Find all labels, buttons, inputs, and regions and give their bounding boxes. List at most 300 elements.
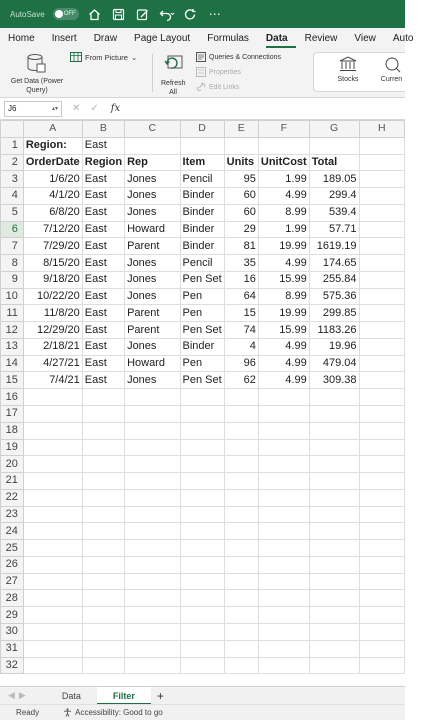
redo-icon[interactable] xyxy=(183,6,199,22)
cell[interactable]: 309.38 xyxy=(309,372,359,389)
cell[interactable]: 60 xyxy=(224,204,258,221)
cell[interactable] xyxy=(258,657,309,674)
cell[interactable] xyxy=(359,338,405,355)
row-header[interactable]: 15 xyxy=(1,372,24,389)
cell[interactable]: 57.71 xyxy=(309,221,359,238)
cell[interactable] xyxy=(309,473,359,490)
cell[interactable]: 1.99 xyxy=(258,221,309,238)
cell[interactable] xyxy=(359,355,405,372)
row-header[interactable]: 5 xyxy=(1,204,24,221)
cell[interactable] xyxy=(23,590,82,607)
cell[interactable] xyxy=(224,406,258,423)
cell[interactable]: 10/22/20 xyxy=(23,288,82,305)
row-header[interactable]: 4 xyxy=(1,188,24,205)
home-icon[interactable] xyxy=(87,6,103,22)
cell[interactable] xyxy=(180,473,224,490)
cell[interactable] xyxy=(125,590,180,607)
cell[interactable]: East xyxy=(82,355,124,372)
fx-icon[interactable]: fx xyxy=(110,103,121,114)
cell[interactable] xyxy=(23,640,82,657)
cell[interactable] xyxy=(359,456,405,473)
tab-draw[interactable]: Draw xyxy=(93,33,118,44)
cell[interactable]: 15 xyxy=(224,305,258,322)
row-header[interactable]: 25 xyxy=(1,540,24,557)
cell[interactable] xyxy=(224,389,258,406)
cell[interactable]: Parent xyxy=(125,322,180,339)
cell[interactable]: Pen Set xyxy=(180,372,224,389)
cell[interactable] xyxy=(224,523,258,540)
cell[interactable]: 19.96 xyxy=(309,338,359,355)
cell[interactable] xyxy=(125,389,180,406)
cell[interactable]: 95 xyxy=(224,171,258,188)
cell[interactable] xyxy=(82,489,124,506)
cell[interactable]: 7/12/20 xyxy=(23,221,82,238)
cell[interactable] xyxy=(23,473,82,490)
cell[interactable]: 96 xyxy=(224,355,258,372)
cell[interactable]: Pen xyxy=(180,288,224,305)
tab-formulas[interactable]: Formulas xyxy=(207,33,249,44)
cell[interactable] xyxy=(224,640,258,657)
cell[interactable] xyxy=(180,506,224,523)
cell[interactable]: East xyxy=(82,238,124,255)
cell[interactable]: Jones xyxy=(125,171,180,188)
cell[interactable] xyxy=(224,489,258,506)
cell[interactable] xyxy=(125,540,180,557)
cell[interactable]: 7/4/21 xyxy=(23,372,82,389)
cell[interactable]: 8/15/20 xyxy=(23,255,82,272)
cell[interactable]: 81 xyxy=(224,238,258,255)
cell[interactable]: 12/29/20 xyxy=(23,322,82,339)
column-header-c[interactable]: C xyxy=(125,121,180,138)
formula-input[interactable] xyxy=(128,101,405,117)
cell[interactable] xyxy=(82,406,124,423)
cell[interactable]: East xyxy=(82,372,124,389)
cell[interactable] xyxy=(125,456,180,473)
row-header[interactable]: 8 xyxy=(1,255,24,272)
cell[interactable] xyxy=(359,238,405,255)
cell[interactable] xyxy=(258,556,309,573)
cell[interactable] xyxy=(359,540,405,557)
cell[interactable] xyxy=(309,439,359,456)
row-header[interactable]: 7 xyxy=(1,238,24,255)
cell[interactable] xyxy=(125,556,180,573)
cell[interactable] xyxy=(180,389,224,406)
cell[interactable]: 1619.19 xyxy=(309,238,359,255)
cell[interactable]: East xyxy=(82,305,124,322)
cell[interactable] xyxy=(23,607,82,624)
cell[interactable] xyxy=(180,540,224,557)
cell[interactable] xyxy=(23,389,82,406)
cell[interactable] xyxy=(23,406,82,423)
cell[interactable]: Units xyxy=(224,154,258,171)
cell[interactable] xyxy=(359,305,405,322)
cell[interactable] xyxy=(224,556,258,573)
cell[interactable] xyxy=(309,523,359,540)
cell[interactable] xyxy=(23,422,82,439)
cell[interactable] xyxy=(359,657,405,674)
cell[interactable]: Binder xyxy=(180,188,224,205)
row-header[interactable]: 10 xyxy=(1,288,24,305)
tab-review[interactable]: Review xyxy=(304,33,338,44)
cell[interactable]: 8.99 xyxy=(258,288,309,305)
cell[interactable] xyxy=(125,137,180,154)
cell[interactable]: Binder xyxy=(180,221,224,238)
from-picture-button[interactable]: From Picture ⌄ xyxy=(70,52,137,62)
cell[interactable]: East xyxy=(82,271,124,288)
cell[interactable] xyxy=(258,540,309,557)
cell[interactable] xyxy=(125,640,180,657)
cell[interactable] xyxy=(125,489,180,506)
cell[interactable]: 539.4 xyxy=(309,204,359,221)
cell[interactable] xyxy=(180,590,224,607)
cell[interactable]: Jones xyxy=(125,188,180,205)
tab-insert[interactable]: Insert xyxy=(51,33,77,44)
cell[interactable] xyxy=(359,188,405,205)
row-header[interactable]: 27 xyxy=(1,573,24,590)
cell[interactable] xyxy=(125,506,180,523)
tab-view[interactable]: View xyxy=(354,33,376,44)
cell[interactable]: 15.99 xyxy=(258,322,309,339)
cell[interactable]: Rep xyxy=(125,154,180,171)
cell[interactable]: Total xyxy=(309,154,359,171)
row-header[interactable]: 17 xyxy=(1,406,24,423)
cell[interactable] xyxy=(258,489,309,506)
cell[interactable] xyxy=(125,422,180,439)
row-header[interactable]: 9 xyxy=(1,271,24,288)
cell[interactable]: 4.99 xyxy=(258,372,309,389)
cell[interactable] xyxy=(82,640,124,657)
cell[interactable] xyxy=(359,271,405,288)
cell[interactable] xyxy=(180,137,224,154)
cell[interactable] xyxy=(82,573,124,590)
cell[interactable]: East xyxy=(82,338,124,355)
cell[interactable] xyxy=(180,523,224,540)
cell[interactable]: East xyxy=(82,137,124,154)
cell[interactable] xyxy=(359,523,405,540)
undo-icon[interactable] xyxy=(159,6,175,22)
cell[interactable] xyxy=(309,556,359,573)
cell[interactable] xyxy=(258,389,309,406)
cell[interactable] xyxy=(309,590,359,607)
row-header[interactable]: 23 xyxy=(1,506,24,523)
column-header-e[interactable]: E xyxy=(224,121,258,138)
confirm-icon[interactable]: ✓ xyxy=(90,103,99,114)
cell[interactable]: 4.99 xyxy=(258,355,309,372)
cell[interactable] xyxy=(23,489,82,506)
cell[interactable] xyxy=(82,389,124,406)
cell[interactable]: 11/8/20 xyxy=(23,305,82,322)
cell[interactable] xyxy=(224,506,258,523)
row-header[interactable]: 30 xyxy=(1,623,24,640)
cell[interactable] xyxy=(180,623,224,640)
cell[interactable] xyxy=(82,590,124,607)
cell[interactable] xyxy=(23,506,82,523)
cell[interactable] xyxy=(224,439,258,456)
cell[interactable] xyxy=(23,540,82,557)
cell[interactable]: East xyxy=(82,188,124,205)
cell[interactable]: Pencil xyxy=(180,255,224,272)
cell[interactable] xyxy=(359,556,405,573)
cell[interactable] xyxy=(82,623,124,640)
cell[interactable] xyxy=(309,422,359,439)
row-header[interactable]: 14 xyxy=(1,355,24,372)
cell[interactable] xyxy=(258,422,309,439)
cell[interactable] xyxy=(359,322,405,339)
tab-automate[interactable]: Auto xyxy=(392,33,414,44)
cell[interactable]: 64 xyxy=(224,288,258,305)
cell[interactable] xyxy=(359,204,405,221)
tab-data[interactable]: Data xyxy=(266,33,296,48)
get-data-button[interactable]: Get Data (Power Query) xyxy=(4,52,70,95)
cell[interactable]: Jones xyxy=(125,338,180,355)
cell[interactable] xyxy=(180,556,224,573)
cell[interactable]: 15.99 xyxy=(258,271,309,288)
cell[interactable]: 4 xyxy=(224,338,258,355)
cell[interactable]: 19.99 xyxy=(258,305,309,322)
cell[interactable]: Pen xyxy=(180,305,224,322)
cell[interactable] xyxy=(82,556,124,573)
cell[interactable] xyxy=(180,422,224,439)
row-header[interactable]: 3 xyxy=(1,171,24,188)
cell[interactable]: Parent xyxy=(125,305,180,322)
cell[interactable] xyxy=(359,590,405,607)
row-header[interactable]: 28 xyxy=(1,590,24,607)
cell[interactable]: 4/27/21 xyxy=(23,355,82,372)
row-header[interactable]: 22 xyxy=(1,489,24,506)
cell[interactable] xyxy=(258,456,309,473)
cell[interactable] xyxy=(359,473,405,490)
row-header[interactable]: 12 xyxy=(1,322,24,339)
cell[interactable]: 2/18/21 xyxy=(23,338,82,355)
cell[interactable]: Jones xyxy=(125,372,180,389)
cell[interactable] xyxy=(258,506,309,523)
cell[interactable] xyxy=(23,556,82,573)
cell[interactable] xyxy=(125,623,180,640)
cell[interactable] xyxy=(359,137,405,154)
cell[interactable] xyxy=(258,439,309,456)
cell[interactable] xyxy=(180,607,224,624)
cell[interactable] xyxy=(258,623,309,640)
cell[interactable]: 174.65 xyxy=(309,255,359,272)
cell[interactable] xyxy=(180,573,224,590)
next-sheet-icon[interactable]: ▶ xyxy=(18,690,26,700)
row-header[interactable]: 11 xyxy=(1,305,24,322)
cell[interactable] xyxy=(359,489,405,506)
cell[interactable] xyxy=(258,523,309,540)
cell[interactable] xyxy=(224,590,258,607)
cell[interactable] xyxy=(359,255,405,272)
cell[interactable] xyxy=(258,406,309,423)
cell[interactable]: 19.99 xyxy=(258,238,309,255)
column-header-a[interactable]: A xyxy=(23,121,82,138)
cell[interactable]: 62 xyxy=(224,372,258,389)
cell[interactable] xyxy=(23,623,82,640)
cell[interactable] xyxy=(82,422,124,439)
column-header-d[interactable]: D xyxy=(180,121,224,138)
cell[interactable] xyxy=(359,288,405,305)
column-header-g[interactable]: G xyxy=(309,121,359,138)
cell[interactable]: UnitCost xyxy=(258,154,309,171)
save-icon[interactable] xyxy=(111,6,127,22)
cell[interactable] xyxy=(359,439,405,456)
sheet-tab-data[interactable]: Data xyxy=(61,690,81,701)
cell[interactable] xyxy=(180,406,224,423)
cell[interactable] xyxy=(309,506,359,523)
cell[interactable]: Region: xyxy=(23,137,82,154)
row-header[interactable]: 32 xyxy=(1,657,24,674)
cell[interactable] xyxy=(82,523,124,540)
accessibility-status[interactable]: Accessibility: Good to go xyxy=(63,708,163,717)
cell[interactable] xyxy=(359,506,405,523)
cell[interactable]: 299.4 xyxy=(309,188,359,205)
cell[interactable]: 74 xyxy=(224,322,258,339)
cell[interactable]: 7/29/20 xyxy=(23,238,82,255)
cell[interactable]: 6/8/20 xyxy=(23,204,82,221)
cell[interactable] xyxy=(180,657,224,674)
column-header-b[interactable]: B xyxy=(82,121,124,138)
cell[interactable] xyxy=(180,640,224,657)
cell[interactable] xyxy=(82,506,124,523)
select-all-corner[interactable] xyxy=(1,121,24,138)
cell[interactable]: 189.05 xyxy=(309,171,359,188)
cell[interactable] xyxy=(224,607,258,624)
cell[interactable] xyxy=(258,640,309,657)
cell[interactable]: 9/18/20 xyxy=(23,271,82,288)
cell[interactable] xyxy=(180,456,224,473)
cell[interactable] xyxy=(224,573,258,590)
cell[interactable] xyxy=(309,607,359,624)
cell[interactable]: 8.99 xyxy=(258,204,309,221)
cell[interactable] xyxy=(23,657,82,674)
cell[interactable] xyxy=(309,389,359,406)
currencies-button[interactable]: Curren xyxy=(378,56,405,84)
cell[interactable] xyxy=(309,540,359,557)
cell[interactable] xyxy=(309,573,359,590)
properties-button[interactable]: Properties xyxy=(196,67,241,77)
cell[interactable]: Jones xyxy=(125,204,180,221)
refresh-all-button[interactable]: Refresh All xyxy=(154,54,194,97)
cell[interactable] xyxy=(224,473,258,490)
edit-links-button[interactable]: Edit Links xyxy=(196,82,239,92)
cell[interactable]: Howard xyxy=(125,355,180,372)
cell[interactable] xyxy=(359,154,405,171)
cell[interactable] xyxy=(125,473,180,490)
cell[interactable]: East xyxy=(82,288,124,305)
cell[interactable]: East xyxy=(82,322,124,339)
cell[interactable] xyxy=(258,573,309,590)
cell[interactable]: Howard xyxy=(125,221,180,238)
cell[interactable]: Pen xyxy=(180,355,224,372)
cell[interactable] xyxy=(224,456,258,473)
cell[interactable]: 1.99 xyxy=(258,171,309,188)
cell[interactable] xyxy=(224,623,258,640)
cell[interactable] xyxy=(359,171,405,188)
cell[interactable]: 4/1/20 xyxy=(23,188,82,205)
row-header[interactable]: 18 xyxy=(1,422,24,439)
cell[interactable] xyxy=(359,573,405,590)
cell[interactable] xyxy=(359,372,405,389)
cell[interactable] xyxy=(82,607,124,624)
cell[interactable]: Pen Set xyxy=(180,271,224,288)
row-header[interactable]: 16 xyxy=(1,389,24,406)
cell[interactable]: 16 xyxy=(224,271,258,288)
cell[interactable] xyxy=(180,439,224,456)
cell[interactable] xyxy=(82,473,124,490)
cell[interactable] xyxy=(359,607,405,624)
cell[interactable] xyxy=(359,623,405,640)
cell[interactable]: East xyxy=(82,255,124,272)
cell[interactable]: East xyxy=(82,204,124,221)
more-icon[interactable]: ⋯ xyxy=(208,7,221,21)
cell[interactable]: 255.84 xyxy=(309,271,359,288)
cell[interactable]: 60 xyxy=(224,188,258,205)
row-header[interactable]: 2 xyxy=(1,154,24,171)
autosave-toggle[interactable]: OFF xyxy=(53,8,79,20)
cell[interactable]: 479.04 xyxy=(309,355,359,372)
cell[interactable] xyxy=(359,389,405,406)
cell[interactable]: 299.85 xyxy=(309,305,359,322)
cell[interactable]: 1/6/20 xyxy=(23,171,82,188)
stocks-button[interactable]: Stocks xyxy=(328,56,368,84)
cell[interactable] xyxy=(125,573,180,590)
cell[interactable] xyxy=(224,422,258,439)
edit-icon[interactable] xyxy=(135,6,151,22)
cell[interactable]: 29 xyxy=(224,221,258,238)
cell[interactable]: Region xyxy=(82,154,124,171)
cell[interactable] xyxy=(309,137,359,154)
cell[interactable]: East xyxy=(82,221,124,238)
row-header[interactable]: 21 xyxy=(1,473,24,490)
prev-sheet-icon[interactable]: ◀ xyxy=(8,690,15,700)
cell[interactable] xyxy=(82,540,124,557)
cell[interactable]: 4.99 xyxy=(258,255,309,272)
cell[interactable] xyxy=(359,221,405,238)
cell[interactable] xyxy=(224,657,258,674)
cell[interactable]: OrderDate xyxy=(23,154,82,171)
cell[interactable] xyxy=(125,607,180,624)
row-header[interactable]: 24 xyxy=(1,523,24,540)
cell[interactable]: Binder xyxy=(180,204,224,221)
cell[interactable]: Jones xyxy=(125,288,180,305)
row-header[interactable]: 26 xyxy=(1,556,24,573)
cell[interactable] xyxy=(23,523,82,540)
cell[interactable] xyxy=(224,540,258,557)
cell[interactable] xyxy=(359,640,405,657)
cell[interactable]: Jones xyxy=(125,271,180,288)
cancel-icon[interactable]: ✕ xyxy=(72,103,81,114)
cell[interactable]: 575.36 xyxy=(309,288,359,305)
row-header[interactable]: 19 xyxy=(1,439,24,456)
cell[interactable] xyxy=(125,406,180,423)
cell[interactable] xyxy=(359,422,405,439)
cell[interactable] xyxy=(23,439,82,456)
cell[interactable] xyxy=(309,640,359,657)
cell[interactable]: 35 xyxy=(224,255,258,272)
add-sheet-icon[interactable]: + xyxy=(156,688,164,703)
cell[interactable] xyxy=(180,489,224,506)
cell[interactable] xyxy=(23,456,82,473)
cell[interactable] xyxy=(309,623,359,640)
cell[interactable]: 4.99 xyxy=(258,188,309,205)
cell[interactable]: Pencil xyxy=(180,171,224,188)
row-header[interactable]: 20 xyxy=(1,456,24,473)
cell[interactable] xyxy=(359,406,405,423)
tab-page-layout[interactable]: Page Layout xyxy=(134,33,191,44)
name-box[interactable]: J6 ▴▾ xyxy=(4,101,62,117)
cell[interactable]: 1183.26 xyxy=(309,322,359,339)
cell[interactable]: Binder xyxy=(180,238,224,255)
cell[interactable]: East xyxy=(82,171,124,188)
